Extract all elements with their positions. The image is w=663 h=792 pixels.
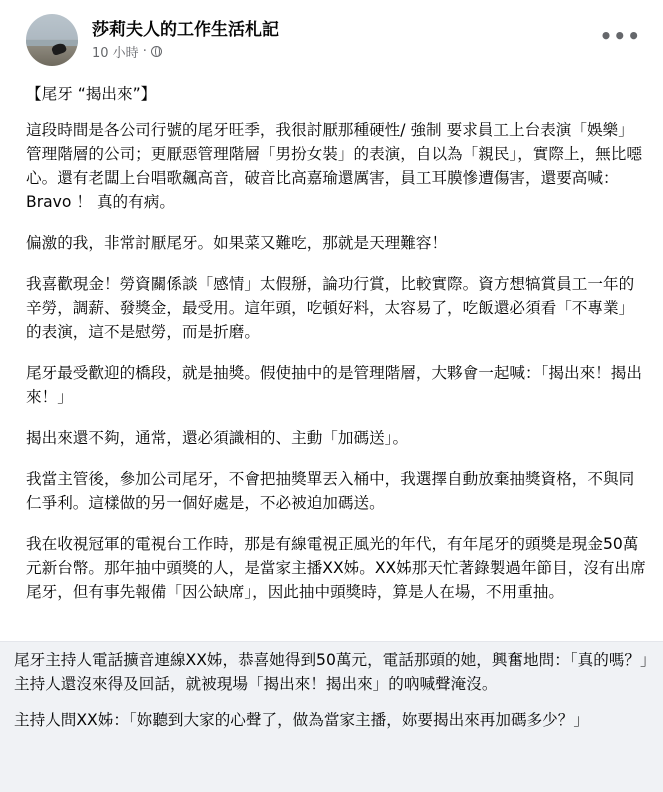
post-paragraph: 偏激的我，非常討厭尾牙。如果菜又難吃，那就是天理難容！	[26, 234, 448, 252]
post-continuation	[14, 642, 654, 744]
continuation-paragraph: 尾牙主持人電話擴音連線XX姊，恭喜她得到50萬元，電話那頭的她，興奮地問：「真的嗎？」主持人還沒來得及回話，就被現場「揭出來！揭出來」的吶喊聲淹沒。	[14, 651, 648, 693]
continuation-paragraph: 主持人問XX姊：「妳聽到大家的心聲了，做為當家主播，妳要揭出來再加碼多少？」	[14, 711, 589, 729]
post-paragraph: 我當主管後，參加公司尾牙，不會把抽獎單丟入桶中，我選擇自動放棄抽獎資格，不與同仁爭利。這樣做的另一個好處是，不必被迫加碼送。	[26, 470, 635, 512]
post-body	[26, 82, 646, 621]
globe-icon[interactable]	[151, 46, 162, 57]
post-paragraph: 我喜歡現金！勞資關係談「感情」太假掰，論功行賞，比較實際。資方想犒賞員工一年的辛勞，調薪、發獎金，最受用。這年頭，吃頓好料，太容易了，吃飯還必須看「不專業」的表演，這不是慰勞，而是折磨。	[26, 275, 635, 341]
post-paragraph: 尾牙最受歡迎的橋段，就是抽獎。假使抽中的是管理階層，大夥會一起喊：「揭出來！揭出來！」	[26, 364, 642, 406]
more-options-icon[interactable]: •••	[599, 24, 641, 48]
post-header	[14, 12, 649, 68]
post-paragraph: 這段時間是各公司行號的尾牙旺季，我很討厭那種硬性/ 強制 要求員工上台表演「娛樂」管理階層的公司；更厭惡管理階層「男扮女裝」的表演，自以為「親民」，實際上，無比噁心。還有老闆上台唱歌飆高音，破音比高嘉瑜還厲害，員工耳膜慘遭傷害，還要高喊：Bravo ！ 真的有病。	[26, 121, 642, 211]
post-timestamp[interactable]: 10 小時	[92, 46, 139, 61]
avatar-sea	[26, 40, 78, 46]
avatar[interactable]	[26, 14, 78, 66]
meta-separator: ·	[142, 44, 147, 59]
post-title: 【尾牙 “揭出來”】	[26, 85, 157, 103]
post-meta	[92, 42, 162, 61]
author-name[interactable]: 莎莉夫人的工作生活札記	[92, 20, 279, 40]
post-paragraph: 揭出來還不夠，通常，還必須識相的、主動「加碼送」。	[26, 429, 409, 447]
post-paragraph: 我在收視冠軍的電視台工作時，那是有線電視正風光的年代，有年尾牙的頭獎是現金50萬元新台幣。那年抽中頭獎的人，是當家主播XX姊。XX姊那天忙著錄製過年節目，沒有出席尾牙，但有事先報備「因公缺席」，因此抽中頭獎時，算是人在場，不用重抽。	[26, 535, 646, 601]
